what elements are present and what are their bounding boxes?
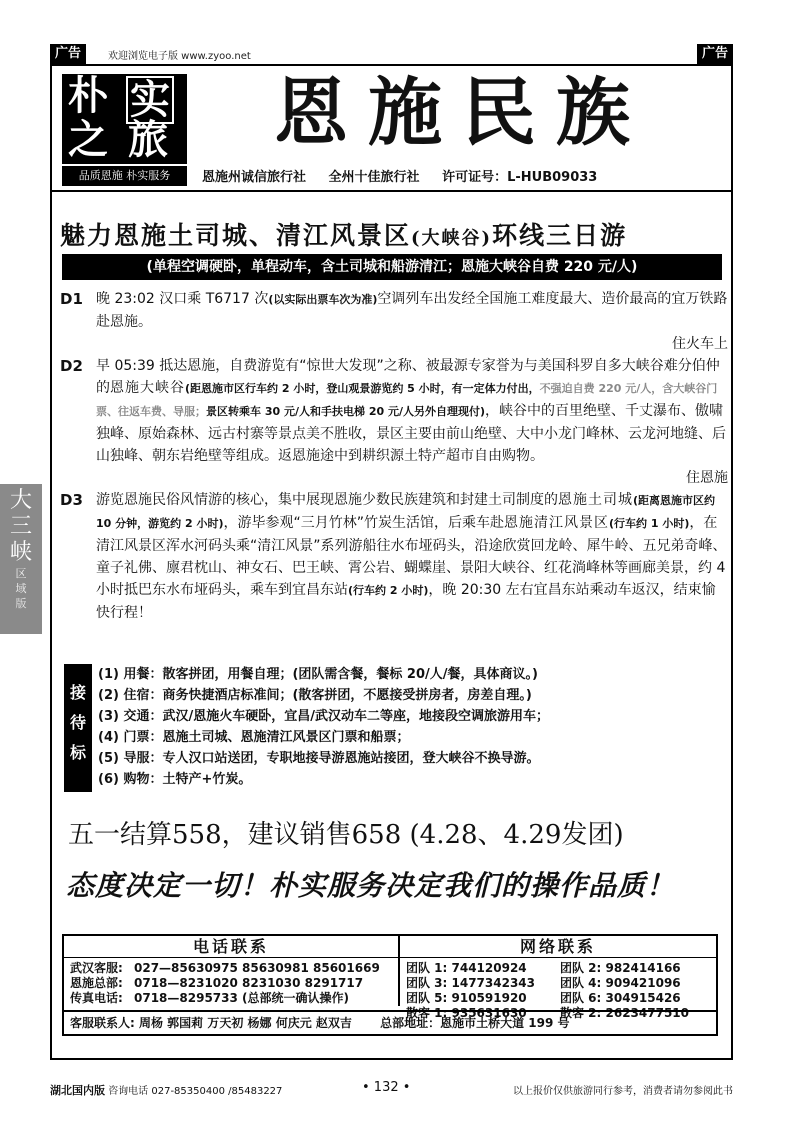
contact-box [62, 934, 718, 1036]
agency-info [202, 166, 722, 185]
stay-note: 住火车上 [672, 336, 728, 352]
page-number: • 132 • [362, 1080, 411, 1095]
license-number: 许可证号：L-HUB09033 [442, 170, 598, 185]
region-edition: 区 域 版 [15, 567, 27, 610]
logo-mark: 朴 实 之 旅 [62, 74, 187, 164]
agency-name: 恩施州诚信旅行社 [202, 170, 307, 185]
day-1: D1 晚 23:02 汉口乘 T6717 次(以实际出票车次为准)空调列车出发经全国施工难度最大、造价最高的宜万铁路赴恩施。 住火车上 [60, 288, 728, 355]
footer-left: 湖北国内版 咨询电话 027-85350400 /85483227 [50, 1084, 283, 1097]
service-item: (5) 导服：专人汉口站送团，专职地接导游恩施站接团，登大峡谷不换导游。 [98, 751, 540, 766]
region-side-tab [0, 484, 42, 634]
service-item: (3) 交通：武汉/恩施火车硬卧，宜昌/武汉动车二等座，地接段空调旅游用车； [98, 709, 549, 724]
logo [62, 74, 187, 184]
top-bar [50, 44, 733, 64]
qq-row: 散客 1: 935631630 散客 2: 2623477510 [406, 1006, 690, 1020]
spot-name: 恩施土司城 [558, 492, 633, 508]
day-3: D3 游览恩施民俗风情游的核心，集中展现恩施少数民族建筑和封建土司制度的恩施土司城(距离恩施市区约 10 分钟，游览约 2 小时)，游毕参观“三月竹林”竹炭生活馆，后乘车赴恩施清江风景区(行车约 1 小时)，在清江风景区浑水河码头乘“清江风景”系列游船往水布垭码头，沿途欣赏回龙岭、犀牛岭、五兄弟奇峰、童子礼佛、廪君枕山、神女石、巴王峡、霄公岩、蝴蝶崖、景阳大峡谷、红花淌峰林等画廊美景，约 4 小时抵巴东水布垭码头，乘车到宜昌东站(行车约 2 小时)，晚 20:30 左右宜昌东站乘动车返汉，结束愉快行程！ [60, 491, 727, 621]
qq-row: 团队 1: 744120924 团队 2: 982414166 [406, 961, 681, 975]
motto: 态度决定一切！朴实服务决定我们的操作品质！ [66, 869, 676, 902]
service-item: (1) 用餐：散客拼团，用餐自理；(团队需含餐，餐标 20/人/餐，具体商议。) [98, 667, 538, 682]
phone-contacts [64, 936, 400, 1006]
region-name: 大 三 峡 [9, 488, 32, 565]
service-standards [64, 664, 724, 792]
disclaimer: 以上报价仅供旅游同行参考，消费者请勿参阅此书 [513, 1086, 733, 1097]
phone-row: 传真电话: 0718—8295733 (总部统一确认操作) [70, 991, 349, 1005]
qq-row: 团队 3: 1477342343 团队 4: 909421096 [406, 976, 681, 990]
service-item: (2) 住宿：商务快捷酒店标准间；(散客拼团，不愿接受拼房者，房差自理。) [98, 688, 532, 703]
service-item: (4) 门票：恩施土司城、恩施清江风景区门票和船票； [98, 730, 410, 745]
tour-subtitle: (单程空调硬卧，单程动车，含土司城和船游清江；恩施大峡谷自费 220 元/人) [62, 254, 722, 280]
day-label: D3 [60, 491, 83, 509]
tour-title: 魅力恩施土司城、清江风景区(大峡谷)环线三日游 [60, 221, 628, 250]
ad-page [50, 64, 733, 1060]
network-title: 网络联系 [400, 936, 716, 958]
logo-slogan: 品质恩施 朴实服务 [62, 166, 187, 186]
day-2: D2 早 05:39 抵达恩施，自费游览有“惊世大发现”之称、被最源专家誉为与美国科罗自多大峡谷难分伯仲的恩施大峡谷(距恩施市区行车约 2 小时，登山观景游览约 5 小时，有一定体力付出，不强迫自费 220 元/人，含大峡谷门票、往返车费、导服；景区转乘车 30 元/人和手扶电梯 20 元/人另外自理现付)，峡谷中的百里绝壁、千丈瀑布、傲啸独峰、原始森林、远古村寨等景点美不胜收，景区主要由前山绝壁、大中小龙门峰林、云龙河地缝、后山独峰、朝东岩绝壁等组成。返恩施途中到耕织源土特产超市自由购物。 住恩施 [60, 355, 728, 489]
stay-note: 住恩施 [686, 470, 728, 486]
page-footer [50, 1082, 733, 1098]
phone-title: 电话联系 [64, 936, 398, 958]
agency-honor: 全州十佳旅行社 [328, 170, 420, 185]
spot-name: 恩施清江风景区 [504, 515, 609, 531]
price-settlement: 五一结算558，建议销售658 (4.28、4.29发团) [68, 820, 624, 850]
day-label: D2 [60, 357, 83, 375]
itinerary [60, 288, 728, 624]
service-item: (6) 购物：土特产+竹炭。 [98, 772, 252, 787]
staff-and-address [64, 1010, 716, 1034]
site-url-note[interactable]: 欢迎浏览电子版 www.zyoo.net [108, 51, 251, 62]
brand-title: 恩施民族 [274, 70, 650, 156]
header [52, 66, 731, 192]
ad-label-right: 广告 [697, 44, 733, 64]
qq-row: 团队 5: 910591920 团队 6: 304915426 [406, 991, 681, 1005]
day-label: D1 [60, 290, 83, 308]
spot-name: 恩施大峡谷 [110, 380, 185, 396]
phone-row: 武汉客服: 027—85630975 85630981 85601669 [70, 961, 380, 975]
phone-row: 恩施总部: 0718—8231020 8231030 8291717 [70, 976, 364, 990]
network-contacts [400, 936, 716, 1020]
hq-address: 总部地址：恩施市土桥大道 199 号 [380, 1016, 570, 1030]
ad-label-left: 广告 [50, 44, 86, 64]
staff-list: 客服联系人: 周杨 郭国莉 万天初 杨娜 何庆元 赵双吉 [70, 1016, 352, 1030]
service-list [98, 664, 549, 790]
service-label: 接 待 标 [64, 664, 92, 792]
